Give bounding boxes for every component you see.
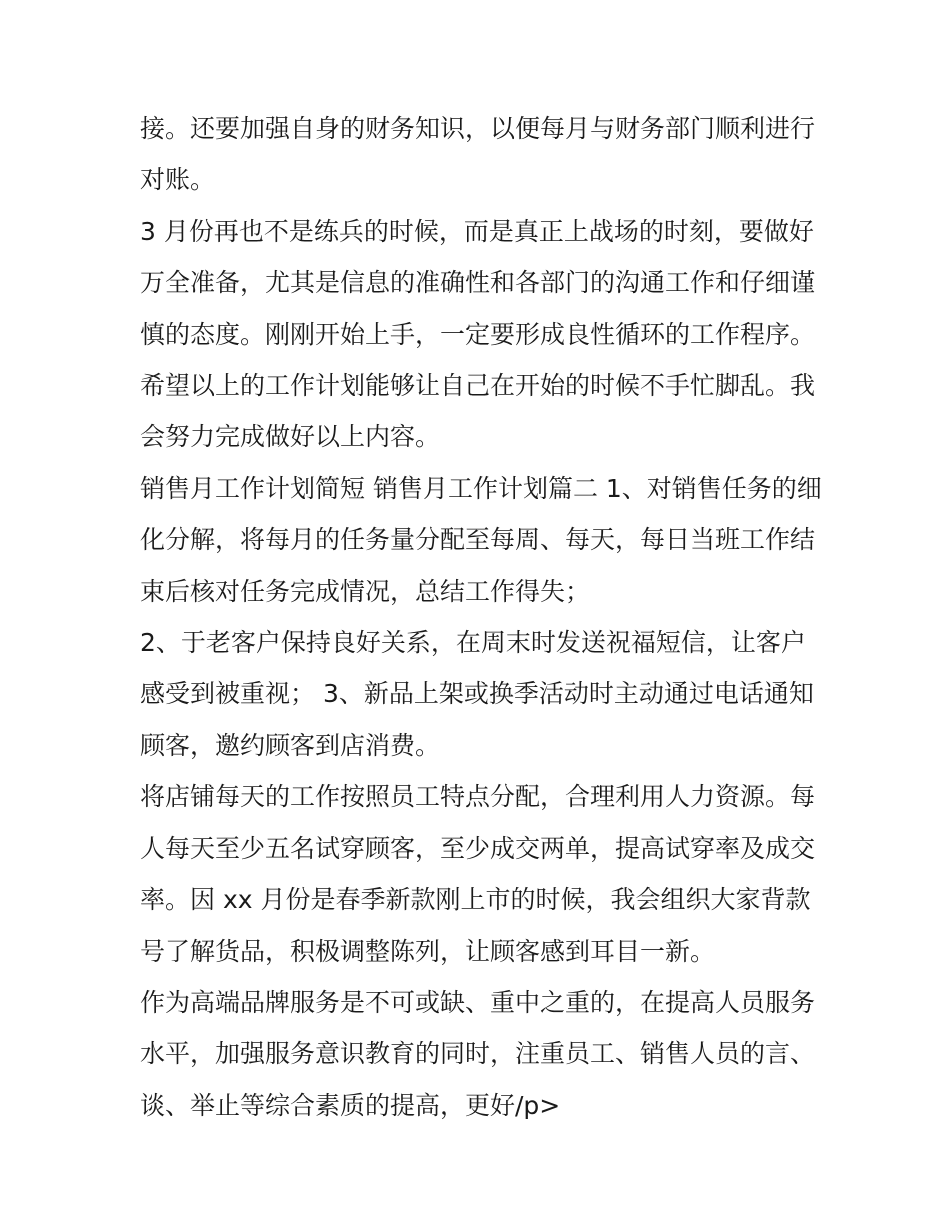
text-line: 顾客，邀约顾客到店消费。 <box>140 730 441 760</box>
text-line: 率。因 xx 月份是春季新款刚上市的时候，我会组织大家背款 <box>140 885 811 915</box>
text-line: 作为高端品牌服务是不可或缺、重中之重的，在提高人员服务 <box>140 987 816 1017</box>
text-line: 希望以上的工作计划能够让自己在开始的时候不手忙脚乱。我 <box>140 371 816 401</box>
text-line: 对账。 <box>140 165 216 195</box>
text-line: 2、于老客户保持良好关系，在周末时发送祝福短信，让客户 <box>140 628 806 658</box>
text-line: 万全准备，尤其是信息的准确性和各部门的沟通工作和仔细谨 <box>140 268 816 298</box>
document-body <box>140 103 820 1131</box>
text-line: 化分解，将每月的任务量分配至每周、每天，每日当班工作结 <box>140 525 816 555</box>
text-line: 会努力完成做好以上内容。 <box>140 422 441 452</box>
text-line: 号了解货品，积极调整陈列，让顾客感到耳目一新。 <box>140 936 716 966</box>
text-line: 3 月份再也不是练兵的时候，而是真正上战场的时刻，要做好 <box>140 216 814 246</box>
text-line: 慎的态度。刚刚开始上手，一定要形成良性循环的工作程序。 <box>140 319 816 349</box>
text-line: 将店铺每天的工作按照员工特点分配，合理利用人力资源。每 <box>140 782 816 812</box>
text-line: 接。还要加强自身的财务知识，以便每月与财务部门顺利进行 <box>140 114 816 143</box>
text-line: 感受到被重视； 3、新品上架或换季活动时主动通过电话通知 <box>140 679 814 709</box>
text-line: 谈、举止等综合素质的提高，更好/p> <box>140 1090 561 1120</box>
text-line: 人每天至少五名试穿顾客，至少成交两单，提高试穿率及成交 <box>140 833 816 863</box>
text-line: 水平，加强服务意识教育的同时，注重员工、销售人员的言、 <box>140 1039 816 1069</box>
text-line: 束后核对任务完成情况，总结工作得失； <box>140 576 591 606</box>
text-line: 销售月工作计划简短 销售月工作计划篇二 1、对销售任务的细 <box>140 473 822 503</box>
